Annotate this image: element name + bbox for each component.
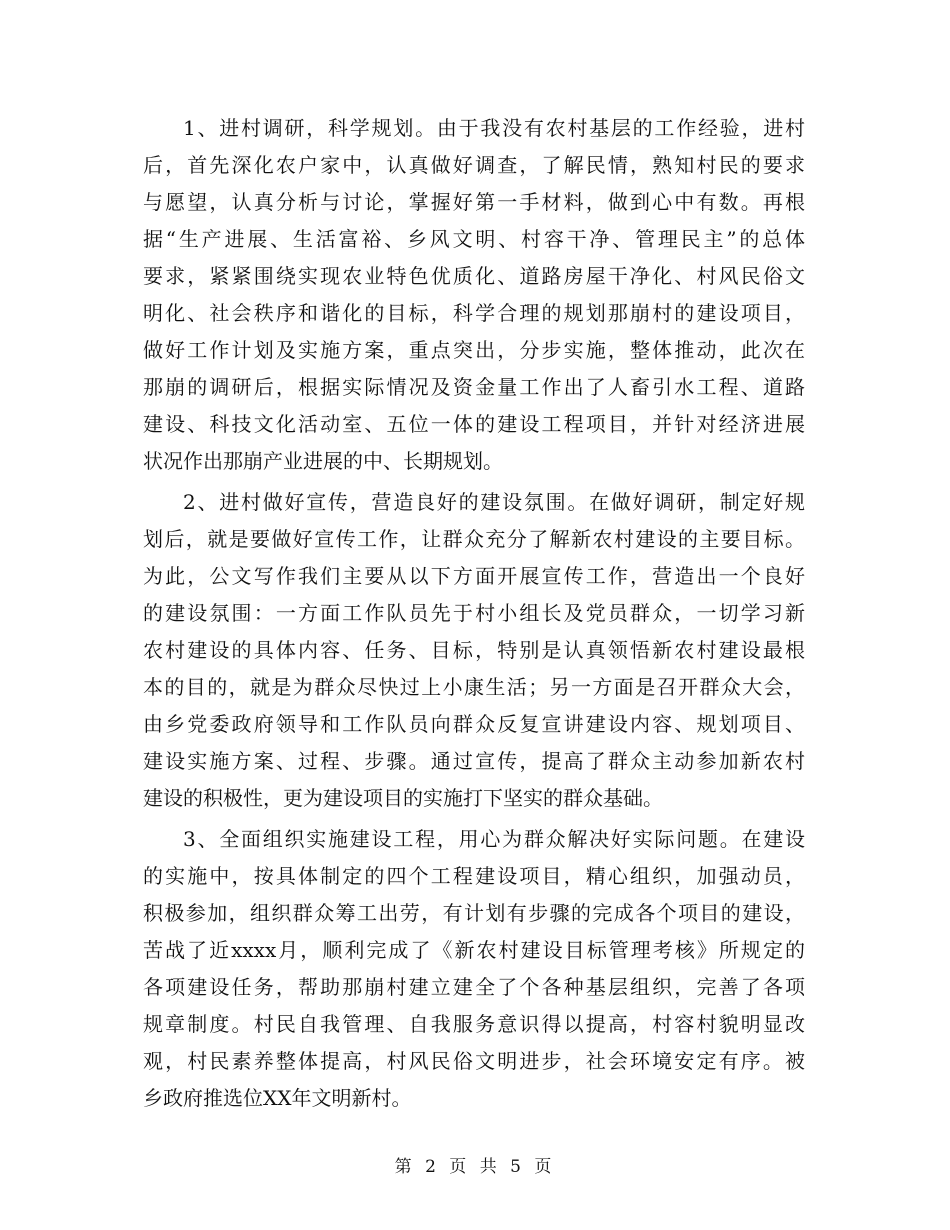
text-line: 本的目的，就是为群众尽快过上小康生活；另一方面是召开群众大会， (143, 675, 805, 699)
text-line: 各项建设任务，帮助那崩村建立建全了个各种基层组织，完善了各项 (143, 975, 805, 999)
text-line: 2、进村做好宣传，营造良好的建设氛围。在做好调研，制定好规 (183, 490, 805, 514)
page-number-footer: 第 2 页 共 5 页 (394, 1157, 556, 1177)
text-line: 苦战了近xxxx月，顺利完成了《新农村建设目标管理考核》所规定的 (143, 938, 805, 962)
text-line: 3、全面组织实施建设工程，用心为群众解决好实际问题。在建设 (183, 827, 805, 851)
text-line: 建设实施方案、过程、步骤。通过宣传，提高了群众主动参加新农村 (143, 749, 805, 773)
text-line: 划后，就是要做好宣传工作，让群众充分了解新农村建设的主要目标。 (143, 527, 805, 551)
text-line: 的实施中，按具体制定的四个工程建设项目，精心组织，加强动员， (143, 864, 805, 888)
text-line: 状况作出那崩产业进展的中、长期规划。 (143, 449, 503, 473)
text-line: 农村建设的具体内容、任务、目标，特别是认真领悟新农村建设最根 (143, 638, 805, 662)
text-line: 规章制度。村民自我管理、自我服务意识得以提高，村容村貌明显改 (143, 1012, 805, 1036)
text-line: 观，村民素养整体提高，村风民俗文明进步，社会环境安定有序。被 (143, 1049, 805, 1073)
text-line: 为此，公文写作我们主要从以下方面开展宣传工作，营造出一个良好 (143, 564, 805, 588)
text-line: 建设、科技文化活动室、五位一体的建设工程项目，并针对经济进展 (143, 412, 805, 436)
text-line: 后，首先深化农户家中，认真做好调查，了解民情，熟知村民的要求 (143, 153, 805, 177)
text-line: 由乡党委政府领导和工作队员向群众反复宣讲建设内容、规划项目、 (143, 712, 805, 736)
paragraph-2 (143, 484, 805, 817)
document-body (143, 110, 805, 1117)
text-line: 积极参加，组织群众筹工出劳，有计划有步骤的完成各个项目的建设， (143, 901, 805, 925)
text-line: 与愿望，认真分析与讨论，掌握好第一手材料，做到心中有数。再根 (143, 190, 805, 214)
paragraph-3 (143, 821, 805, 1117)
text-line: 要求，紧紧围绕实现农业特色优质化、道路房屋干净化、村风民俗文 (143, 264, 805, 288)
text-line: 1、进村调研，科学规划。由于我没有农村基层的工作经验，进村 (183, 116, 805, 140)
text-line: 乡政府推选位XX年文明新村。 (143, 1086, 412, 1110)
text-line: 做好工作计划及实施方案，重点突出，分步实施，整体推动，此次在 (143, 338, 805, 362)
text-line: 据“生产进展、生活富裕、乡风文明、村容干净、管理民主”的总体 (143, 227, 805, 251)
paragraph-1 (143, 110, 805, 480)
text-line: 明化、社会秩序和谐化的目标，科学合理的规划那崩村的建设项目， (143, 301, 805, 325)
text-line: 的建设氛围：一方面工作队员先于村小组长及党员群众，一切学习新 (143, 601, 805, 625)
text-line: 建设的积极性，更为建设项目的实施打下坚实的群众基础。 (143, 786, 663, 810)
text-line: 那崩的调研后，根据实际情况及资金量工作出了人畜引水工程、道路 (143, 375, 805, 399)
